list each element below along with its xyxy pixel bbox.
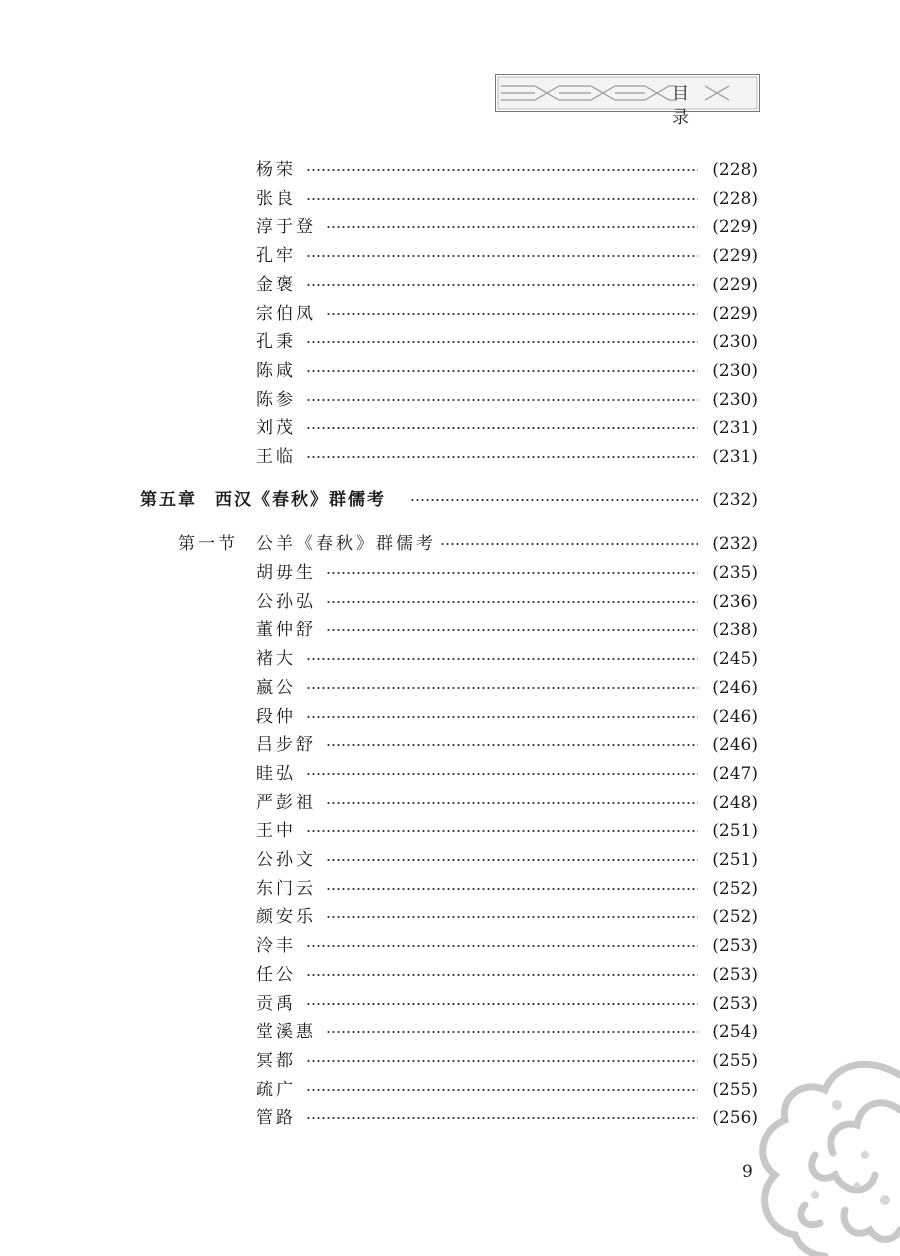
toc-entry-page: (246) [712, 735, 758, 755]
toc-entry-page: (229) [712, 275, 758, 295]
toc-entry[interactable] [0, 790, 900, 816]
toc-entry-number: 吕步舒 [256, 735, 316, 755]
leader-dots [326, 802, 698, 804]
toc-entry-page: (254) [712, 1022, 758, 1042]
toc-entry-label [256, 560, 316, 586]
toc-entry-page: (229) [712, 246, 758, 266]
toc-entry-page: (236) [712, 592, 758, 612]
toc-entry-label [256, 157, 296, 183]
toc-entry-page: (230) [712, 361, 758, 381]
toc-entry-page: (248) [712, 793, 758, 813]
toc-entry[interactable] [0, 675, 900, 701]
toc-entry[interactable] [0, 301, 900, 327]
toc-entry-number: 段仲 [256, 707, 296, 727]
toc-entry-number: 淳于登 [256, 217, 316, 237]
decorative-cloud-ornament [745, 1035, 900, 1256]
toc-entry-number: 颜安乐 [256, 907, 316, 927]
toc-entry-label [256, 732, 316, 758]
toc-entry-page: (253) [712, 965, 758, 985]
leader-dots [306, 945, 698, 947]
toc-entry-label [256, 818, 296, 844]
toc-entry-number: 第一节 [178, 534, 238, 554]
toc-entry[interactable] [0, 415, 900, 441]
toc-entry-label [256, 444, 296, 470]
toc-entry-label [140, 487, 386, 513]
toc-entry-label [256, 876, 316, 902]
toc-entry[interactable] [0, 617, 900, 643]
leader-dots [326, 1031, 698, 1033]
toc-entry-number: 宗伯凤 [256, 304, 316, 324]
toc-entry-page: (231) [712, 447, 758, 467]
leader-dots [326, 629, 698, 631]
toc-entry-page: (246) [712, 707, 758, 727]
toc-entry-number: 眭弘 [256, 764, 296, 784]
toc-entry-label [256, 589, 316, 615]
toc-entry-page: (251) [712, 850, 758, 870]
leader-dots [306, 1003, 698, 1005]
toc-entry[interactable] [0, 818, 900, 844]
toc-entry[interactable] [0, 991, 900, 1017]
toc-entry-page: (252) [712, 879, 758, 899]
page-number: 9 [742, 1162, 753, 1182]
toc-entry[interactable] [0, 214, 900, 240]
toc-entry-label [256, 329, 296, 355]
toc-entry-number: 管路 [256, 1108, 296, 1128]
toc-entry-label [256, 1048, 296, 1074]
toc-entry-number: 杨荣 [256, 160, 296, 180]
toc-entry-number: 东门云 [256, 879, 316, 899]
leader-dots [306, 830, 698, 832]
toc-entry-page: (230) [712, 390, 758, 410]
toc-entry-number: 张良 [256, 189, 296, 209]
leader-dots [306, 658, 698, 660]
toc-entry-page: (256) [712, 1108, 758, 1128]
leader-dots [306, 399, 698, 401]
toc-entry-label [256, 415, 296, 441]
leader-dots [306, 456, 698, 458]
toc-entry-number: 孔秉 [256, 332, 296, 352]
toc-entry-number: 贡禹 [256, 994, 296, 1014]
toc-entry-label [256, 214, 316, 240]
toc-entry-number: 王临 [256, 447, 296, 467]
toc-entry-page: (255) [712, 1080, 758, 1100]
toc-entry-label [256, 186, 296, 212]
toc-entry-number: 王中 [256, 821, 296, 841]
leader-dots [306, 687, 698, 689]
leader-dots [306, 1089, 698, 1091]
toc-entry[interactable] [0, 847, 900, 873]
toc-entry-label [256, 790, 316, 816]
toc-section[interactable] [0, 531, 900, 557]
toc-entry-number: 孔牢 [256, 246, 296, 266]
leader-dots [306, 716, 698, 718]
leader-dots [306, 198, 698, 200]
toc-entry[interactable] [0, 761, 900, 787]
toc-entry-label [256, 847, 316, 873]
toc-entry-page: (229) [712, 304, 758, 324]
toc-entry-label [256, 704, 296, 730]
leader-dots [326, 859, 698, 861]
leader-dots [326, 313, 698, 315]
toc-entry[interactable] [0, 444, 900, 470]
toc-entry-label [256, 1105, 296, 1131]
toc-entry[interactable] [0, 646, 900, 672]
toc-entry-page: (255) [712, 1051, 758, 1071]
toc-entry-number: 公孙弘 [256, 592, 316, 612]
toc-entry[interactable] [0, 704, 900, 730]
toc-entry-page: (252) [712, 907, 758, 927]
leader-dots [326, 601, 698, 603]
toc-entry-number: 董仲舒 [256, 620, 316, 640]
toc-entry-number: 第五章 [140, 490, 197, 510]
toc-entry-page: (253) [712, 936, 758, 956]
toc-entry-label [256, 646, 296, 672]
toc-entry-title: 西汉《春秋》群儒考 [215, 490, 386, 510]
leader-dots [306, 284, 698, 286]
leader-dots [306, 427, 698, 429]
toc-entry[interactable] [0, 272, 900, 298]
leader-dots [306, 341, 698, 343]
toc-entry-label [256, 243, 296, 269]
toc-entry-label [178, 531, 436, 557]
leader-dots [306, 1060, 698, 1062]
toc-entry-page: (228) [712, 189, 758, 209]
toc-entry-page: (247) [712, 764, 758, 784]
leader-dots [306, 169, 698, 171]
toc-entry-number: 胡毋生 [256, 563, 316, 583]
leader-dots [306, 974, 698, 976]
leader-dots [306, 773, 698, 775]
toc-entry-page: (232) [712, 490, 758, 510]
toc-entry[interactable] [0, 358, 900, 384]
toc-entry-page: (229) [712, 217, 758, 237]
toc-entry-title: 公羊《春秋》群儒考 [256, 534, 436, 554]
toc-entry-number: 刘茂 [256, 418, 296, 438]
running-header-title: 目 录 [672, 84, 715, 128]
toc-entry-number: 嬴公 [256, 678, 296, 698]
toc-entry-page: (228) [712, 160, 758, 180]
toc-entry-label [256, 761, 296, 787]
toc-entry-page: (238) [712, 620, 758, 640]
toc-entry-page: (251) [712, 821, 758, 841]
leader-dots [306, 1117, 698, 1119]
toc-entry-label [256, 272, 296, 298]
leader-dots [326, 226, 698, 228]
toc-entry[interactable] [0, 387, 900, 413]
leader-dots [326, 744, 698, 746]
toc-entry[interactable] [0, 904, 900, 930]
toc-entry-number: 陈参 [256, 390, 296, 410]
toc-entry[interactable] [0, 876, 900, 902]
toc-entry-label [256, 962, 296, 988]
leader-dots [440, 543, 698, 545]
toc-entry-number: 泠丰 [256, 936, 296, 956]
toc-entry[interactable] [0, 243, 900, 269]
toc-entry-label [256, 301, 316, 327]
toc-entry-page: (232) [712, 534, 758, 554]
toc-entry-label [256, 991, 296, 1017]
toc-entry-label [256, 675, 296, 701]
toc-entry[interactable] [0, 186, 900, 212]
toc-entry-label [256, 617, 316, 643]
toc-entry-number: 疏广 [256, 1080, 296, 1100]
toc-entry-number: 任公 [256, 965, 296, 985]
toc-entry[interactable] [0, 962, 900, 988]
toc-entry-page: (253) [712, 994, 758, 1014]
leader-dots [306, 370, 698, 372]
toc-entry-page: (235) [712, 563, 758, 583]
toc-entry[interactable] [0, 157, 900, 183]
toc-entry-number: 堂溪惠 [256, 1022, 316, 1042]
toc-entry-label [256, 358, 296, 384]
toc-entry-page: (246) [712, 678, 758, 698]
toc-entry-label [256, 904, 316, 930]
toc-entry-page: (230) [712, 332, 758, 352]
toc-entry-label [256, 933, 296, 959]
toc-entry-label [256, 1077, 296, 1103]
toc-entry-label [256, 387, 296, 413]
toc-entry-label [256, 1019, 316, 1045]
toc-entry-number: 陈咸 [256, 361, 296, 381]
leader-dots [326, 888, 698, 890]
leader-dots [410, 499, 698, 501]
toc-entry[interactable] [0, 589, 900, 615]
toc-chapter[interactable] [0, 487, 900, 513]
toc-entry-number: 严彭祖 [256, 793, 316, 813]
toc-entry-page: (245) [712, 649, 758, 669]
leader-dots [326, 916, 698, 918]
toc-entry[interactable] [0, 732, 900, 758]
toc-entry-number: 公孙文 [256, 850, 316, 870]
toc-entry[interactable] [0, 933, 900, 959]
toc-entry[interactable] [0, 560, 900, 586]
leader-dots [306, 255, 698, 257]
toc-entry-number: 金褒 [256, 275, 296, 295]
toc-entry-page: (231) [712, 418, 758, 438]
toc-entry[interactable] [0, 329, 900, 355]
toc-entry-number: 冥都 [256, 1051, 296, 1071]
toc-entry-number: 褚大 [256, 649, 296, 669]
leader-dots [326, 572, 698, 574]
